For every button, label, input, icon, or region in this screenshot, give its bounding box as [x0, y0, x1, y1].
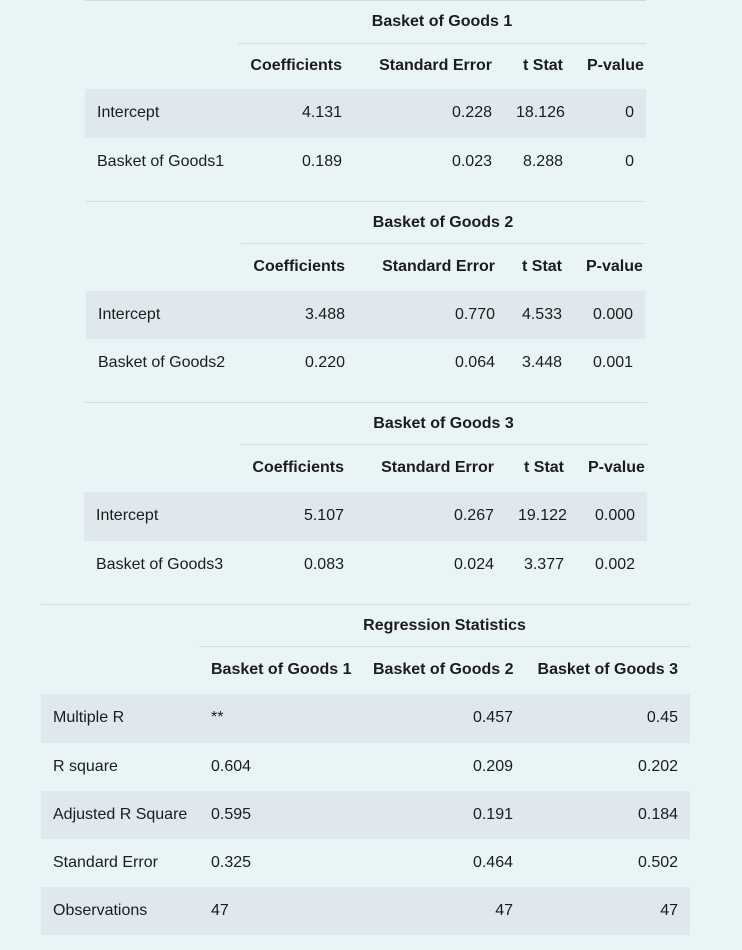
cell-p-value: 0.001	[593, 353, 634, 371]
row-label: Intercept	[98, 305, 161, 323]
cell-basket-1: **	[211, 709, 224, 726]
cell-standard-error: 0.023	[451, 152, 492, 170]
row-label: Intercept	[96, 507, 159, 524]
cell-p-value: 0.000	[595, 507, 636, 524]
cell-t-stat: 18.126	[516, 104, 565, 121]
coefficients-table-basket-3	[84, 402, 647, 589]
cell-standard-error: 0.228	[451, 104, 492, 121]
table-row	[84, 541, 647, 589]
cell-basket-2: 0.457	[472, 709, 513, 726]
table-title: Basket of Goods 2	[241, 202, 645, 244]
row-label: Intercept	[97, 104, 160, 121]
row-label: Basket of Goods3	[96, 555, 224, 573]
cell-basket-3: 0.502	[637, 853, 679, 871]
table-row	[41, 791, 690, 839]
cell-basket-1: 47	[211, 901, 229, 919]
cell-coefficient: 0.189	[301, 152, 342, 170]
coefficients-table-basket-1	[85, 0, 646, 186]
cell-coefficient: 5.107	[303, 507, 344, 524]
column-header: Standard Error	[382, 258, 495, 276]
table-row	[41, 887, 690, 935]
cell-basket-2: 0.209	[472, 757, 513, 775]
cell-p-value: 0.002	[595, 555, 636, 573]
row-label: Observations	[53, 901, 148, 919]
row-label: Standard Error	[53, 853, 158, 871]
cell-basket-2: 47	[495, 901, 513, 919]
cell-t-stat: 19.122	[518, 507, 567, 524]
cell-basket-2: 0.191	[472, 805, 513, 823]
cell-t-stat: 3.448	[521, 353, 562, 371]
table-row	[86, 291, 645, 339]
column-header: Coefficients	[253, 258, 345, 276]
column-header: Basket of Goods 2	[373, 661, 514, 679]
row-label: Multiple R	[53, 709, 125, 726]
table-row	[84, 492, 647, 541]
table-row	[41, 839, 690, 887]
cell-basket-2: 0.464	[472, 853, 513, 871]
row-label: Basket of Goods2	[98, 353, 226, 371]
column-header: Coefficients	[252, 459, 344, 477]
cell-basket-3: 47	[660, 901, 679, 919]
column-header: Standard Error	[381, 459, 494, 477]
cell-basket-1: 0.325	[211, 853, 252, 871]
cell-p-value: 0	[625, 104, 635, 121]
column-header: t Stat	[524, 459, 564, 477]
cell-basket-3: 0.184	[637, 805, 679, 823]
cell-coefficient: 0.083	[303, 555, 344, 573]
cell-standard-error: 0.024	[453, 555, 494, 573]
cell-coefficient: 3.488	[304, 305, 345, 323]
table-row	[85, 89, 646, 138]
cell-coefficient: 0.220	[304, 353, 345, 371]
column-header: P-value	[586, 258, 643, 276]
column-header: P-value	[587, 57, 644, 75]
row-label: Basket of Goods1	[97, 152, 225, 170]
table-row	[86, 339, 645, 387]
cell-basket-3: 0.202	[637, 757, 679, 775]
table-row	[41, 694, 690, 743]
cell-p-value: 0	[625, 152, 635, 170]
table-title: Basket of Goods 3	[240, 403, 647, 445]
column-header: Basket of Goods 1	[211, 661, 352, 679]
cell-t-stat: 4.533	[521, 305, 562, 323]
cell-t-stat: 3.377	[523, 555, 564, 573]
regression-statistics-table	[41, 604, 690, 935]
column-header: Basket of Goods 3	[537, 661, 679, 679]
column-header: t Stat	[522, 258, 562, 276]
cell-p-value: 0.000	[593, 305, 634, 323]
table-title: Regression Statistics	[199, 605, 690, 647]
cell-basket-1: 0.595	[211, 805, 252, 823]
table-title: Basket of Goods 1	[238, 1, 646, 44]
cell-standard-error: 0.770	[454, 305, 495, 323]
row-label: R square	[53, 757, 118, 775]
column-header: Coefficients	[250, 57, 342, 75]
cell-coefficient: 4.131	[301, 104, 342, 121]
column-header: t Stat	[523, 57, 563, 75]
cell-basket-3: 0.45	[646, 709, 679, 726]
table-row	[41, 743, 690, 791]
row-label: Adjusted R Square	[53, 805, 188, 823]
column-header: Standard Error	[379, 57, 492, 75]
table-row	[85, 138, 646, 186]
column-header: P-value	[588, 459, 645, 477]
cell-standard-error: 0.267	[453, 507, 494, 524]
coefficients-table-basket-2	[86, 201, 645, 387]
cell-basket-1: 0.604	[211, 757, 252, 775]
cell-t-stat: 8.288	[522, 152, 563, 170]
cell-standard-error: 0.064	[454, 353, 495, 371]
